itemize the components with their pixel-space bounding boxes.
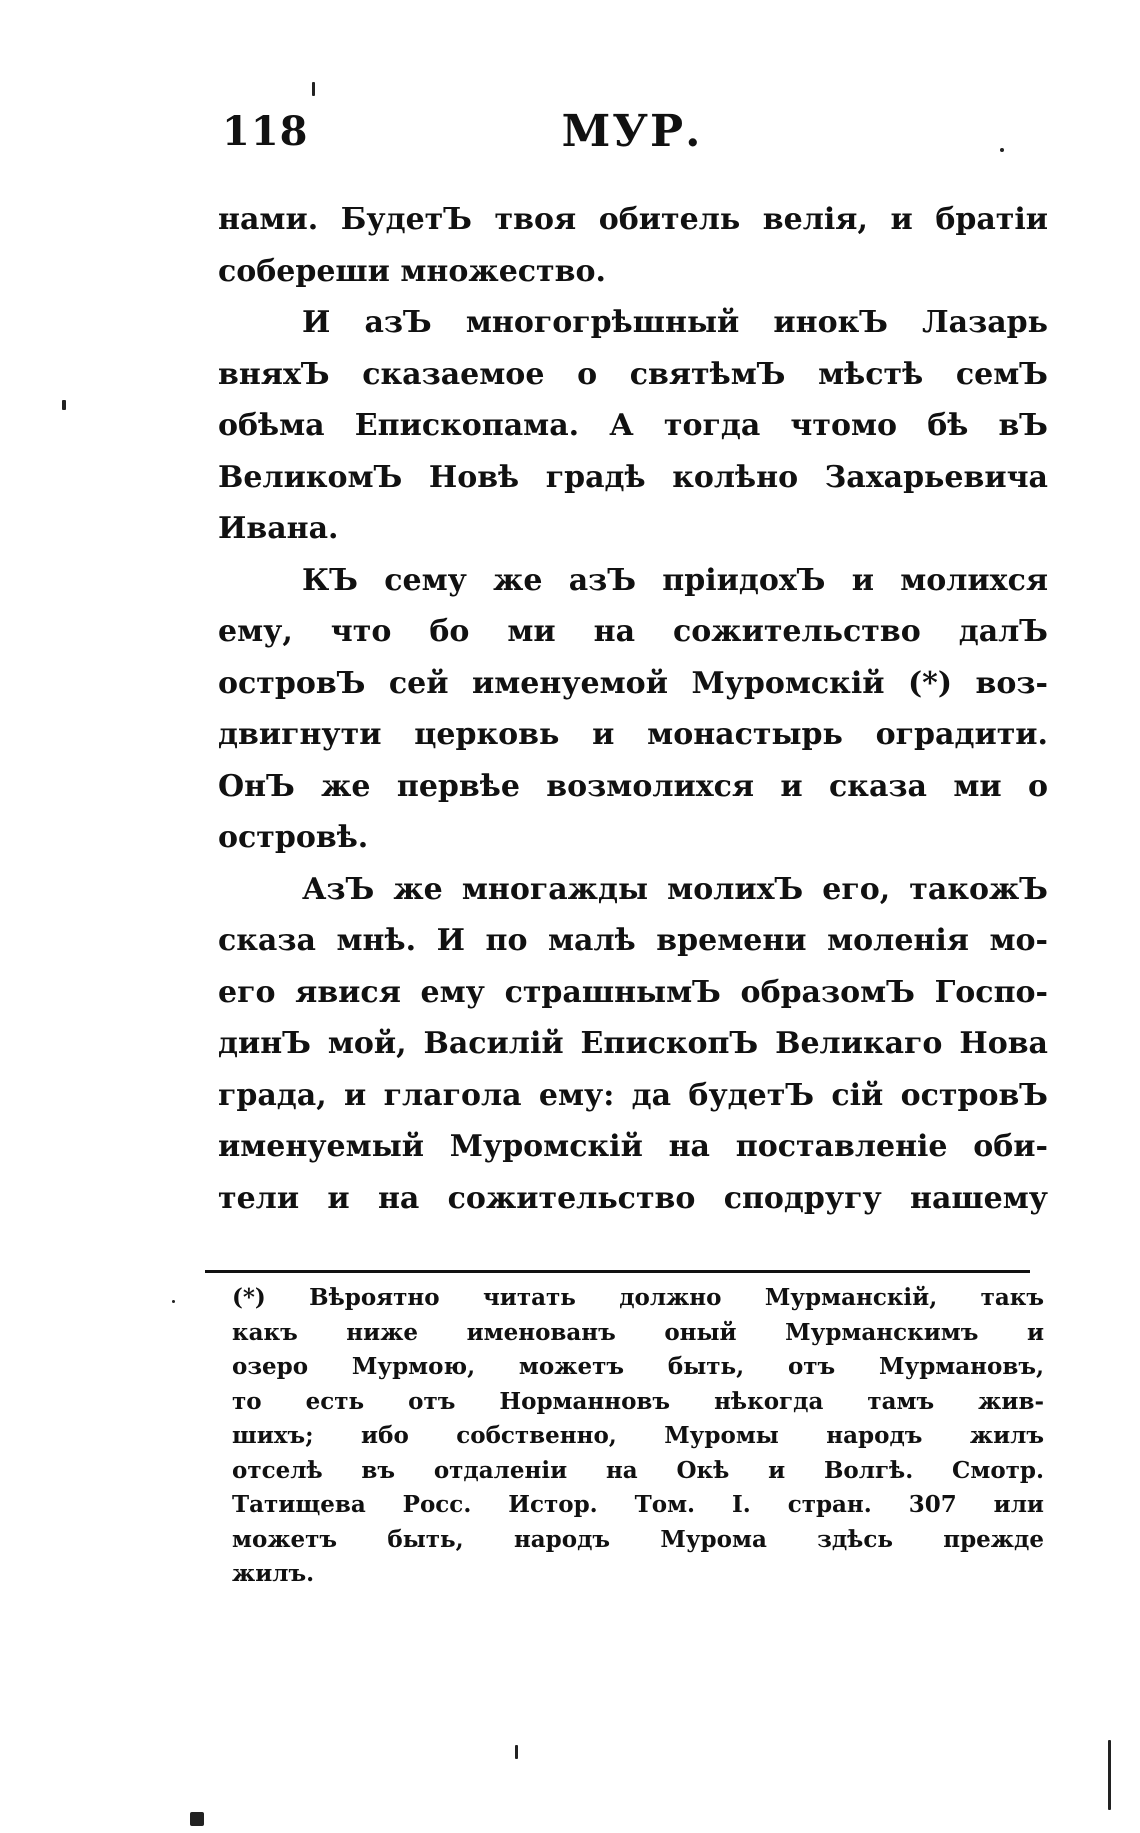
text-line: двигнути церковь и монастырь оградити.	[218, 717, 1048, 752]
text-line: ему, что бо ми на сожительство далЪ	[218, 614, 1048, 649]
text-line: вняхЪ сказаемое о святѣмЪ мѣстѣ семЪ	[218, 356, 1048, 392]
text-line: островѣ.	[218, 820, 369, 855]
text-line: ВеликомЪ Новѣ градѣ колѣно Захарьевича	[218, 459, 1048, 495]
footnote-line: отселѣ въ отдаленіи на Окѣ и Волгѣ. Смотр.	[232, 1456, 1044, 1484]
text-line: его явися ему страшнымЪ образомЪ Госпо-	[218, 974, 1048, 1010]
text-line: КЪ сему же азЪ пріидохЪ и молихся	[302, 562, 1048, 598]
footnote-line: Татищева Росс. Истор. Том. I. стран. 307 или	[232, 1491, 1044, 1518]
body-text	[218, 194, 1048, 1224]
footnote-line: (*) Вѣроятно читать должно Мурманскій, такъ	[232, 1284, 1044, 1311]
scan-speck	[1000, 148, 1004, 152]
running-title: МУР.	[561, 106, 703, 157]
text-line: нами. БудетЪ твоя обитель велія, и братіи	[218, 202, 1048, 237]
footnote-line: шихъ; ибо собственно, Муромы народъ жилъ	[232, 1422, 1044, 1449]
footnote-line: можетъ быть, народъ Мурома здѣсь прежде	[232, 1525, 1044, 1553]
footnote	[232, 1281, 1044, 1592]
text-line: тели и на сожительство сподругу нашему	[218, 1180, 1048, 1216]
text-line: именуемый Муромскій на поставленіе оби-	[218, 1129, 1048, 1164]
scan-speck	[190, 1812, 204, 1826]
text-line: града, и глагола ему: да будетЪ сій островЪ	[218, 1077, 1048, 1113]
footnote-line: жилъ.	[232, 1560, 315, 1587]
footnote-line: какъ ниже именованъ оный Мурманскимъ и	[232, 1318, 1044, 1346]
scan-speck	[515, 1745, 518, 1759]
footnote-line: озеро Мурмою, можетъ быть, отъ Мурмановъ,	[232, 1353, 1044, 1380]
page-number: 118	[222, 108, 309, 155]
footnote-rule	[205, 1270, 1030, 1273]
text-line: сказа мнѣ. И по малѣ времени моленія мо-	[218, 923, 1048, 958]
scan-speck	[62, 400, 66, 410]
text-line: обѣма Епископама. А тогда чтомо бѣ вЪ	[218, 408, 1048, 443]
scan-speck	[1108, 1740, 1111, 1810]
running-head	[222, 100, 1042, 160]
text-line: островЪ сей именуемой Муромскій (*) воз-	[218, 665, 1048, 701]
text-line: АзЪ же многажды молихЪ его, такожЪ	[302, 871, 1048, 907]
text-line: И азЪ многогрѣшный инокЪ Лазарь	[302, 305, 1048, 340]
scan-speck	[172, 1300, 175, 1303]
text-line: ОнЪ же первѣе возмолихся и сказа ми о	[218, 768, 1048, 804]
scan-speck	[312, 82, 315, 96]
text-line: Ивана.	[218, 511, 339, 546]
text-line: динЪ мой, Василій ЕпископЪ Великаго Нова	[218, 1026, 1048, 1061]
footnote-line: то есть отъ Норманновъ нѣкогда тамъ жив-	[232, 1387, 1044, 1415]
text-line: собереши множество.	[218, 253, 606, 289]
